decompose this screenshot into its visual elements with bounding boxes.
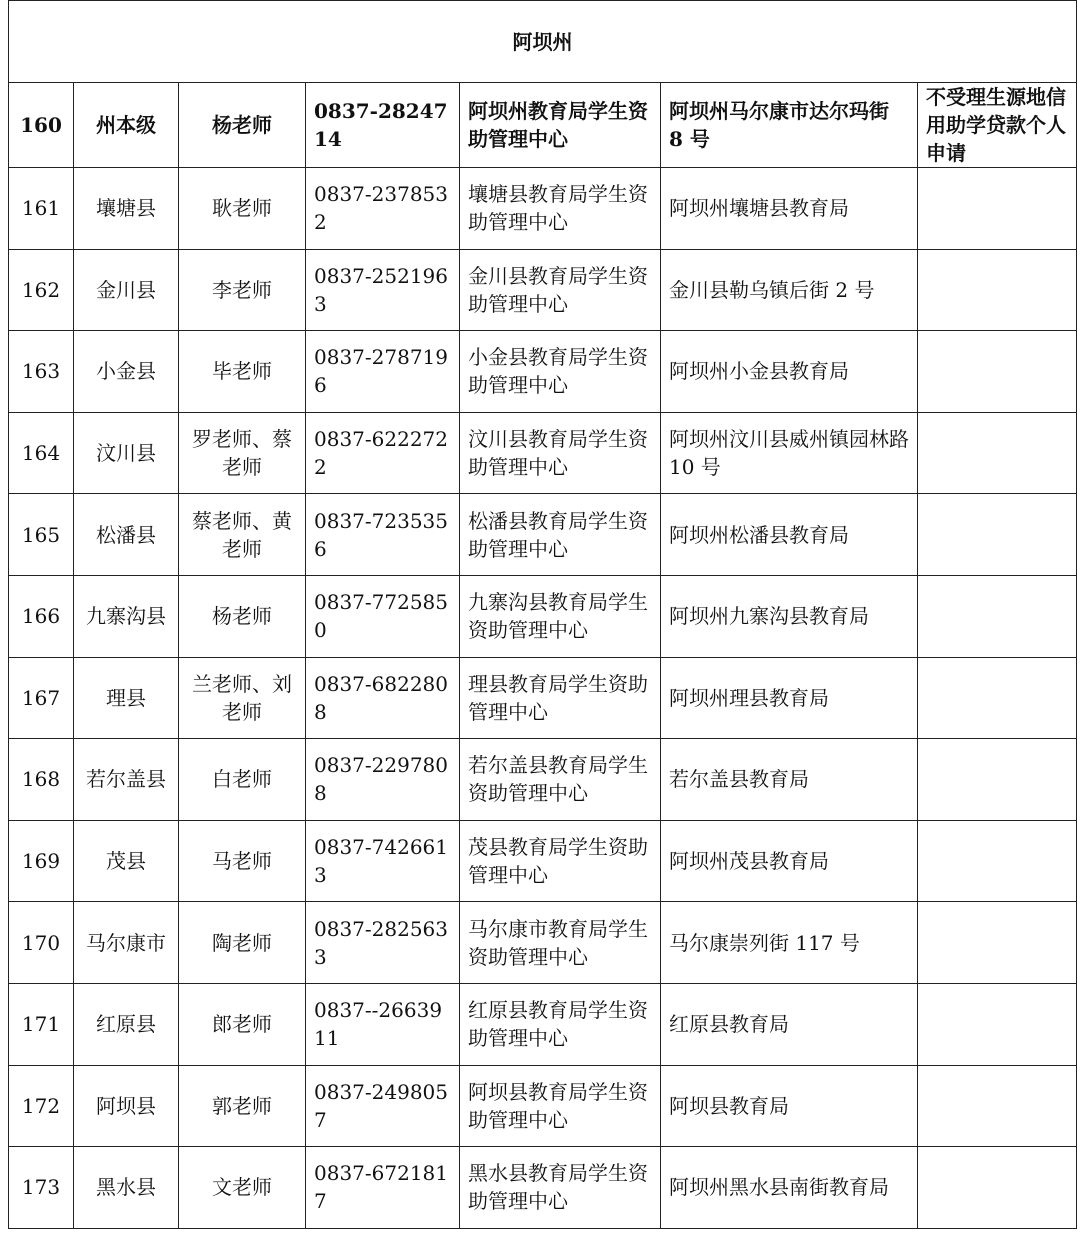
row-phone: 0837-7426613 [306,820,460,902]
row-org: 阿坝县教育局学生资助管理中心 [460,1065,661,1147]
row-county: 小金县 [74,331,179,413]
header-no: 160 [9,83,74,168]
row-phone: 0837-6222722 [306,412,460,494]
row-address: 金川县勒乌镇后街 2 号 [661,249,918,331]
row-no: 169 [9,820,74,902]
table-row [9,412,1077,494]
header-row [9,83,1077,168]
row-contact: 耿老师 [179,168,306,250]
row-phone: 0837-2521963 [306,249,460,331]
row-note [918,168,1077,250]
table-row [9,575,1077,657]
row-phone: 0837--2663911 [306,983,460,1065]
row-county: 松潘县 [74,494,179,576]
region-title: 阿坝州 [9,1,1077,83]
table-row [9,1147,1077,1229]
header-phone: 0837-2824714 [306,83,460,168]
row-org: 茂县教育局学生资助管理中心 [460,820,661,902]
table-row [9,739,1077,821]
region-title-row [9,1,1077,83]
row-no: 167 [9,657,74,739]
row-org: 小金县教育局学生资助管理中心 [460,331,661,413]
row-county: 金川县 [74,249,179,331]
row-no: 162 [9,249,74,331]
table-row [9,1065,1077,1147]
row-org: 壤塘县教育局学生资助管理中心 [460,168,661,250]
row-no: 168 [9,739,74,821]
row-no: 172 [9,1065,74,1147]
row-address: 若尔盖县教育局 [661,739,918,821]
header-org: 阿坝州教育局学生资助管理中心 [460,83,661,168]
row-note [918,1065,1077,1147]
table-row [9,983,1077,1065]
header-county: 州本级 [74,83,179,168]
row-county: 壤塘县 [74,168,179,250]
row-no: 173 [9,1147,74,1229]
row-phone: 0837-2297808 [306,739,460,821]
row-address: 阿坝州九寨沟县教育局 [661,575,918,657]
row-note [918,494,1077,576]
contact-table [8,0,1077,1229]
row-address: 阿坝州茂县教育局 [661,820,918,902]
row-no: 171 [9,983,74,1065]
row-contact: 蔡老师、黄老师 [179,494,306,576]
table-row [9,494,1077,576]
row-address: 阿坝州壤塘县教育局 [661,168,918,250]
table-row [9,249,1077,331]
header-note: 不受理生源地信用助学贷款个人申请 [918,83,1077,168]
row-phone: 0837-2498057 [306,1065,460,1147]
row-no: 163 [9,331,74,413]
table-row [9,902,1077,984]
row-address: 红原县教育局 [661,983,918,1065]
row-no: 166 [9,575,74,657]
row-note [918,249,1077,331]
row-contact: 陶老师 [179,902,306,984]
table-row [9,820,1077,902]
row-county: 茂县 [74,820,179,902]
row-no: 161 [9,168,74,250]
row-no: 165 [9,494,74,576]
row-contact: 白老师 [179,739,306,821]
row-phone: 0837-6721817 [306,1147,460,1229]
row-contact: 杨老师 [179,575,306,657]
row-note [918,657,1077,739]
row-contact: 罗老师、蔡老师 [179,412,306,494]
row-note [918,902,1077,984]
row-note [918,331,1077,413]
row-contact: 李老师 [179,249,306,331]
row-contact: 马老师 [179,820,306,902]
row-org: 金川县教育局学生资助管理中心 [460,249,661,331]
row-address: 阿坝县教育局 [661,1065,918,1147]
row-org: 马尔康市教育局学生资助管理中心 [460,902,661,984]
row-county: 黑水县 [74,1147,179,1229]
row-county: 理县 [74,657,179,739]
row-note [918,983,1077,1065]
row-address: 阿坝州黑水县南街教育局 [661,1147,918,1229]
row-county: 若尔盖县 [74,739,179,821]
row-contact: 郭老师 [179,1065,306,1147]
table-row [9,331,1077,413]
row-address: 阿坝州小金县教育局 [661,331,918,413]
row-note [918,739,1077,821]
row-org: 理县教育局学生资助管理中心 [460,657,661,739]
row-contact: 郎老师 [179,983,306,1065]
row-org: 松潘县教育局学生资助管理中心 [460,494,661,576]
row-phone: 0837-7725850 [306,575,460,657]
row-county: 汶川县 [74,412,179,494]
table-row [9,657,1077,739]
row-contact: 兰老师、刘老师 [179,657,306,739]
row-note [918,575,1077,657]
row-no: 170 [9,902,74,984]
row-org: 红原县教育局学生资助管理中心 [460,983,661,1065]
row-phone: 0837-2787196 [306,331,460,413]
row-note [918,820,1077,902]
row-org: 黑水县教育局学生资助管理中心 [460,1147,661,1229]
header-address: 阿坝州马尔康市达尔玛街 8 号 [661,83,918,168]
row-phone: 0837-2825633 [306,902,460,984]
row-county: 红原县 [74,983,179,1065]
table-row [9,168,1077,250]
row-address: 阿坝州汶川县威州镇园林路 10 号 [661,412,918,494]
row-phone: 0837-6822808 [306,657,460,739]
row-note [918,1147,1077,1229]
row-org: 若尔盖县教育局学生资助管理中心 [460,739,661,821]
row-org: 九寨沟县教育局学生资助管理中心 [460,575,661,657]
row-address: 阿坝州松潘县教育局 [661,494,918,576]
row-address: 马尔康崇列街 117 号 [661,902,918,984]
row-county: 马尔康市 [74,902,179,984]
row-no: 164 [9,412,74,494]
row-phone: 0837-2378532 [306,168,460,250]
row-note [918,412,1077,494]
row-org: 汶川县教育局学生资助管理中心 [460,412,661,494]
row-contact: 文老师 [179,1147,306,1229]
row-county: 九寨沟县 [74,575,179,657]
header-contact: 杨老师 [179,83,306,168]
row-county: 阿坝县 [74,1065,179,1147]
row-phone: 0837-7235356 [306,494,460,576]
row-address: 阿坝州理县教育局 [661,657,918,739]
row-contact: 毕老师 [179,331,306,413]
